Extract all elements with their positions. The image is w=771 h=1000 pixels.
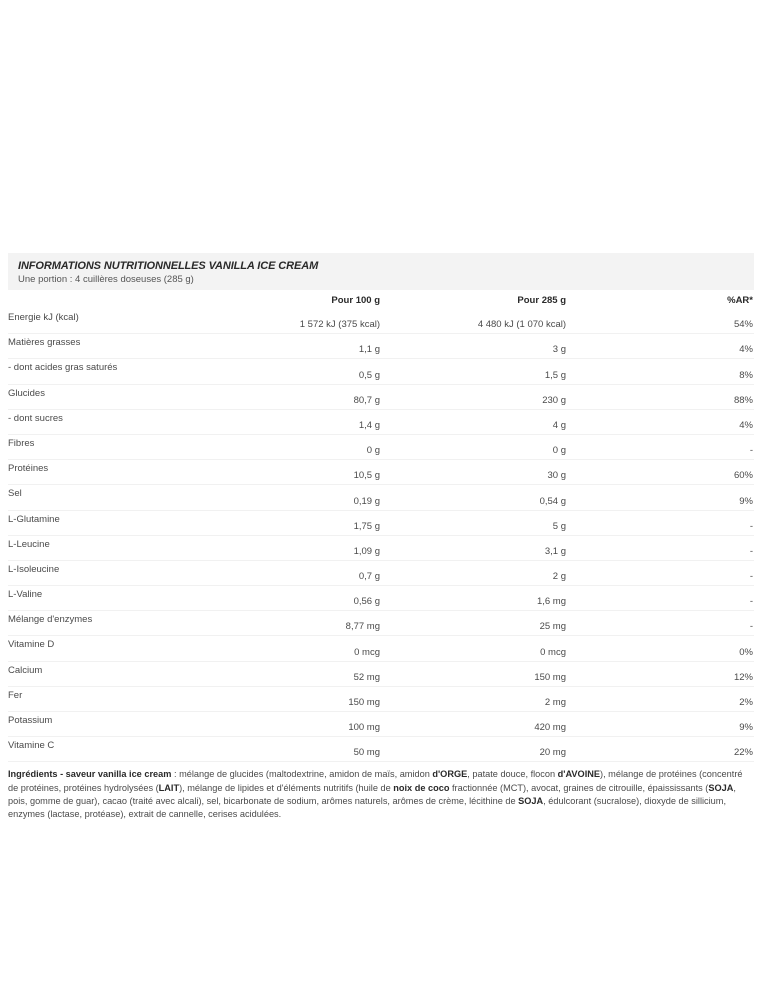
value-ar: 2% — [739, 697, 753, 708]
column-header-ar: %AR* — [727, 295, 753, 306]
nutrient-name: Sel — [8, 488, 22, 500]
value-ar: 4% — [739, 419, 753, 431]
table-row — [8, 737, 754, 762]
value-per-100g: 0,56 g — [353, 596, 380, 608]
value-per-285g: 1,6 mg — [536, 596, 566, 608]
nutrition-header — [8, 253, 754, 290]
nutrient-name: Protéines — [8, 463, 49, 475]
value-ar: - — [749, 596, 753, 608]
value-per-100g: 10,5 g — [353, 470, 380, 482]
value-per-100g: 8,77 mg — [345, 621, 380, 633]
ingredient-highlight: LAIT — [158, 782, 180, 793]
value-per-100g: 100 mg — [348, 722, 380, 734]
value-per-285g: 25 mg — [539, 621, 566, 633]
ingredient-text: , patate douce, flocon — [467, 769, 558, 780]
value-per-285g: 5 g — [552, 520, 566, 532]
value-per-285g: 0,54 g — [539, 495, 566, 507]
ingredient-highlight: SOJA — [518, 795, 544, 806]
ingredient-text: , édulcorant (sucralose), dioxyde de sillicium, enzymes (lactase, protéase), extrait de cannelle, cerises acidulées. — [8, 795, 726, 819]
value-per-285g: 420 mg — [534, 722, 566, 734]
value-per-285g: 0 mcg — [540, 646, 566, 658]
table-row — [8, 409, 754, 434]
nutrition-rows — [8, 309, 754, 762]
value-per-100g: 1,1 g — [358, 344, 380, 356]
table-row — [8, 560, 754, 585]
value-ar: - — [749, 520, 753, 532]
value-per-285g: 0 g — [552, 445, 566, 457]
column-header-per-285g: Pour 285 g — [517, 295, 566, 306]
value-ar: 9% — [739, 722, 753, 734]
nutrient-name: Glucides — [8, 387, 45, 399]
value-per-100g: 0,19 g — [353, 495, 380, 507]
value-per-285g: 150 mg — [534, 671, 566, 683]
value-ar: - — [749, 571, 753, 583]
value-ar: - — [749, 545, 753, 557]
ingredient-highlight: Ingrédients - saveur vanilla ice cream — [8, 769, 172, 780]
value-per-285g: 2 g — [552, 571, 566, 583]
nutrient-name: Fibres — [8, 437, 35, 449]
nutrition-table — [8, 292, 754, 762]
table-row — [8, 384, 754, 409]
table-row — [8, 309, 754, 334]
nutrient-name: Calcium — [8, 664, 43, 676]
value-per-285g: 4 480 kJ (1 070 kcal) — [477, 319, 566, 331]
value-ar: 54% — [733, 319, 753, 331]
value-per-100g: 1 572 kJ (375 kcal) — [299, 319, 380, 331]
ingredient-highlight: noix de coco — [393, 782, 450, 793]
nutrient-name: L-Isoleucine — [8, 563, 60, 575]
table-row — [8, 686, 754, 711]
nutrient-name: Mélange d'enzymes — [8, 614, 93, 626]
nutrient-name: - dont sucres — [8, 412, 63, 424]
value-per-100g: 0,5 g — [358, 369, 380, 381]
value-per-100g: 150 mg — [348, 697, 380, 708]
value-ar: 0% — [739, 646, 753, 658]
value-ar: - — [749, 621, 753, 633]
value-per-285g: 1,5 g — [544, 369, 566, 381]
nutrition-title: INFORMATIONS NUTRITIONNELLES VANILLA ICE CREAM — [18, 260, 319, 272]
nutrient-name: Energie kJ (kcal) — [8, 312, 79, 323]
ingredient-text: , pois, gomme de guar), cacao (traité avec alcali), sel, bicarbonate de sodium, arômes naturels, arômes de crème, lécithine de — [8, 782, 736, 806]
value-per-100g: 52 mg — [353, 671, 380, 683]
value-ar: 9% — [739, 495, 753, 507]
value-ar: 22% — [733, 747, 753, 759]
table-row — [8, 359, 754, 384]
column-header-nutrient — [8, 292, 178, 309]
value-ar: 60% — [733, 470, 753, 482]
table-row — [8, 586, 754, 611]
nutrient-name: Matières grasses — [8, 337, 81, 349]
value-per-100g: 50 mg — [353, 747, 380, 759]
table-row — [8, 535, 754, 560]
table-row — [8, 434, 754, 459]
nutrient-name: Vitamine D — [8, 639, 55, 651]
value-ar: 88% — [733, 394, 753, 406]
value-per-100g: 0 g — [366, 445, 380, 457]
value-per-285g: 20 mg — [539, 747, 566, 759]
value-ar: 8% — [739, 369, 753, 381]
value-ar: 12% — [733, 671, 753, 683]
ingredient-text: : mélange de glucides (maltodextrine, amidon de maïs, amidon — [171, 769, 433, 780]
value-per-285g: 230 g — [542, 394, 566, 406]
value-per-285g: 3 g — [552, 344, 566, 356]
table-row — [8, 661, 754, 686]
ingredient-text: fractionnée (MCT), avocat, graines de citrouille, épaississants ( — [449, 782, 709, 793]
value-per-100g: 80,7 g — [353, 394, 380, 406]
nutrient-name: Fer — [8, 689, 23, 701]
value-per-285g: 3,1 g — [544, 545, 566, 557]
value-ar: 4% — [739, 344, 753, 356]
nutrient-name: L-Leucine — [8, 538, 50, 550]
table-row — [8, 510, 754, 535]
column-header-per-100g: Pour 100 g — [331, 295, 380, 306]
value-per-100g: 0 mcg — [354, 646, 380, 658]
ingredient-highlight: d'AVOINE — [557, 769, 601, 780]
value-ar: - — [749, 445, 753, 457]
table-row — [8, 611, 754, 636]
value-per-100g: 1,4 g — [358, 419, 380, 431]
table-header-row — [8, 292, 754, 309]
value-per-285g: 4 g — [552, 419, 566, 431]
nutrient-name: Vitamine C — [8, 740, 55, 752]
value-per-100g: 1,75 g — [353, 520, 380, 532]
ingredients-text — [8, 768, 754, 821]
serving-size: Une portion : 4 cuillères doseuses (285 g) — [18, 274, 194, 285]
table-row — [8, 485, 754, 510]
ingredient-text: ), mélange de protéines (concentré de protéines, protéines hydrolysées ( — [8, 769, 743, 793]
nutrient-name: L-Valine — [8, 589, 43, 601]
ingredient-highlight: d'ORGE — [432, 769, 468, 780]
nutrient-name: Potassium — [8, 715, 53, 726]
table-row — [8, 460, 754, 485]
ingredient-highlight: SOJA — [708, 782, 734, 793]
table-row — [8, 712, 754, 737]
value-per-285g: 30 g — [547, 470, 566, 482]
table-row — [8, 334, 754, 359]
ingredient-text: ), mélange de lipides et d'éléments nutritifs (huile de — [179, 782, 394, 793]
nutrition-panel — [8, 253, 754, 821]
nutrient-name: L-Glutamine — [8, 513, 60, 525]
table-row — [8, 636, 754, 661]
value-per-285g: 2 mg — [544, 697, 566, 708]
nutrient-name: - dont acides gras saturés — [8, 362, 118, 374]
value-per-100g: 1,09 g — [353, 545, 380, 557]
value-per-100g: 0,7 g — [358, 571, 380, 583]
